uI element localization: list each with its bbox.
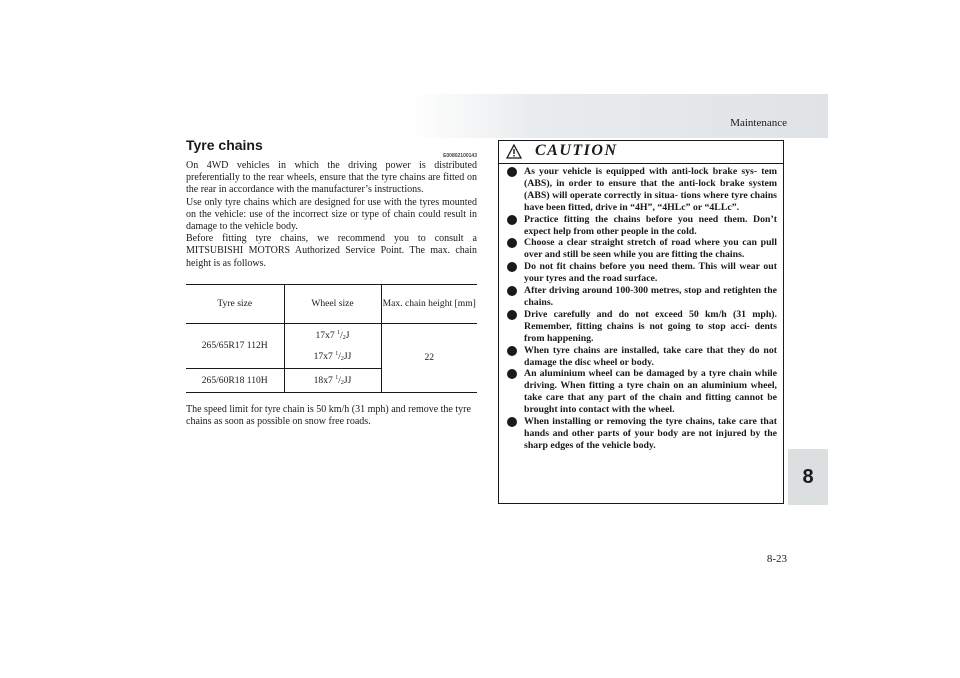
left-column (186, 137, 477, 429)
list-item: An aluminium wheel can be damaged by a tyre chain while driving. When fitting a tyre chain on an aluminium wheel, take care that any part of the chain and fitting cannot be brought into contact with the wheel. (507, 368, 777, 416)
caution-header (499, 141, 783, 164)
bullet-icon (507, 167, 517, 177)
section-title: Tyre chains (186, 137, 263, 153)
speed-limit-note: The speed limit for tyre chain is 50 km/h (31 mph) and remove the tyre chains as soon as possible on snow free roads. (186, 403, 471, 428)
list-item: When installing or removing the tyre chains, take care that hands and other parts of your body are not injured by the sharp edges of the vehicle body. (507, 416, 777, 452)
list-item: After driving around 100-300 metres, stop and retighten the chains. (507, 285, 777, 309)
wheel-size-value: 17x7 $^1/_2JJ$ (313, 350, 352, 362)
header-band (410, 94, 828, 138)
bullet-icon (507, 262, 517, 272)
header-tyre-size: Tyre size (186, 284, 284, 323)
body-text (186, 160, 477, 270)
chapter-title: Maintenance (730, 117, 787, 129)
table-row (186, 323, 477, 368)
header-max-chain-height: Max. chain height [mm] (381, 284, 477, 323)
chain-height-table (186, 284, 477, 393)
section-tab (788, 449, 828, 505)
bullet-icon (507, 215, 517, 225)
wheel-size-value: 17x7 $^1/_2J$ (315, 329, 350, 341)
section-heading (186, 137, 477, 157)
list-item: Do not fit chains before you need them. This will wear out your tyres and the road surface. (507, 261, 777, 285)
wheel-size-value: 18x7 $^1/_2JJ$ (313, 374, 352, 386)
caution-list (499, 164, 783, 452)
tyre-size-cell: 265/65R17 112H (186, 323, 284, 368)
bullet-icon (507, 238, 517, 248)
section-code: E00802100143 (443, 153, 477, 159)
tyre-size-cell: 265/60R18 110H (186, 368, 284, 392)
max-chain-height-cell: 22 (381, 323, 477, 392)
section-tab-number: 8 (802, 465, 814, 488)
paragraph: On 4WD vehicles in which the driving power is distributed preferentially to the rear wheels, ensure that the tyre chains are fitted on the rear in accordance with the manufacturer’s instructions. (186, 160, 477, 196)
header-wheel-size: Wheel size (284, 284, 381, 323)
list-item: Choose a clear straight stretch of road where you can pull over and still be seen while you are fitting the chains. (507, 237, 777, 261)
caution-title: CAUTION (535, 142, 618, 159)
page-number: 8-23 (766, 553, 787, 565)
bullet-icon (507, 346, 517, 356)
paragraph: Use only tyre chains which are designed for use with the tyres mounted on the vehicle: use of the incorrect size or type of chain could result in damage to the vehicle body. (186, 196, 477, 233)
bullet-icon (507, 369, 517, 379)
list-item: When tyre chains are installed, take care that they do not damage the disc wheel or body. (507, 345, 777, 369)
list-item: Drive carefully and do not exceed 50 km/h (31 mph). Remember, fitting chains is not going to stop acci- dents from happening. (507, 309, 777, 345)
warning-triangle-icon (506, 144, 522, 159)
paragraph: Before fitting tyre chains, we recommend you to consult a MITSUBISHI MOTORS Authorized Service Point. The max. chain height is as follows. (186, 233, 477, 269)
wheel-size-cell (284, 368, 381, 392)
list-item: Practice fitting the chains before you need them. Don’t expect help from other people in the cold. (507, 214, 777, 238)
bullet-icon (507, 310, 517, 320)
wheel-size-cell (284, 323, 381, 368)
bullet-icon (507, 286, 517, 296)
bullet-icon (507, 417, 517, 427)
list-item: As your vehicle is equipped with anti-lock brake sys- tem (ABS), in order to ensure that the anti-lock brake system (ABS) will operate correctly in situa- tions where tyre chains have been fitted, drive in “4H”, “4HLc” or “4LLc”. (507, 166, 777, 214)
caution-box (498, 140, 784, 504)
